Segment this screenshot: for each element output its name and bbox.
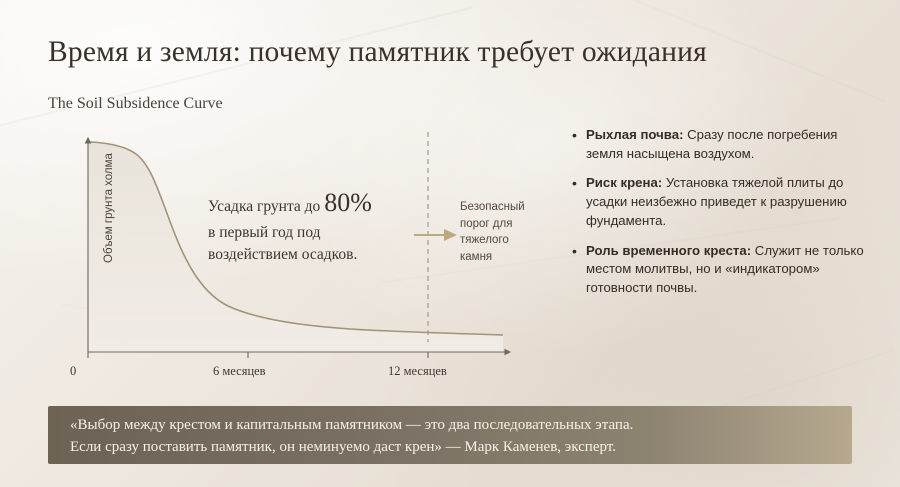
threshold-line-1: Безопасный [460, 201, 525, 213]
bullet-lead: Риск крена: [586, 175, 663, 191]
list-item [572, 126, 872, 163]
page-title: Время и земля: почему памятник требует ожидания [48, 36, 707, 68]
annotation-line-3: воздействием осадков. [208, 246, 358, 264]
list-item [572, 174, 872, 230]
y-axis-label: Объем грунта холма [103, 153, 115, 263]
bullet-lead: Рыхлая почва: [586, 127, 684, 142]
bullet-list [572, 126, 872, 309]
annotation-line-1: Усадка грунта до [208, 198, 325, 215]
bullet-dot-icon: • [572, 127, 577, 143]
threshold-line-4: камня [460, 251, 493, 264]
bullet-dot-icon: • [572, 242, 577, 259]
quote-banner [48, 406, 852, 464]
threshold-line-3: тяжелого [460, 234, 509, 247]
list-item [572, 242, 872, 298]
annotation-percent: 80% [324, 188, 372, 217]
arrow-icon [414, 227, 458, 243]
x-tick-label-12: 12 месяцев [388, 364, 447, 378]
marble-vein [0, 7, 472, 134]
bullet-body: Сразу после погребения земля насыщена воздухом. [586, 127, 838, 161]
bullet-text [586, 126, 872, 163]
quote-line-1: «Выбор между крестом и капитальным памятником — это два последовательных этапа. [70, 417, 634, 433]
subsidence-chart [48, 124, 525, 389]
chart-title: The Soil Subsidence Curve [48, 95, 223, 112]
bullet-text [586, 174, 872, 230]
x-tick-label-6: 6 месяцев [213, 364, 266, 378]
bullet-body: Служит не только местом молитвы, но и «индикатором» готовности почвы. [586, 242, 864, 296]
quote-line-2: Если сразу поставить памятник, он неминуемо даст крен» — Марк Каменев, эксперт. [70, 438, 616, 455]
threshold-label [460, 199, 552, 266]
bullet-text [586, 242, 872, 298]
chart-annotation [208, 184, 423, 267]
x-tick-label-0: 0 [70, 364, 77, 378]
bullet-lead: Роль временного креста: [586, 242, 752, 258]
threshold-line-2: порог для [460, 217, 513, 230]
bullet-dot-icon: • [572, 175, 577, 192]
bullet-body: Установка тяжелой плиты до усадки неизбежно приведет к разрушению фундамента. [586, 175, 847, 228]
annotation-line-2: в первый год под [208, 223, 321, 241]
